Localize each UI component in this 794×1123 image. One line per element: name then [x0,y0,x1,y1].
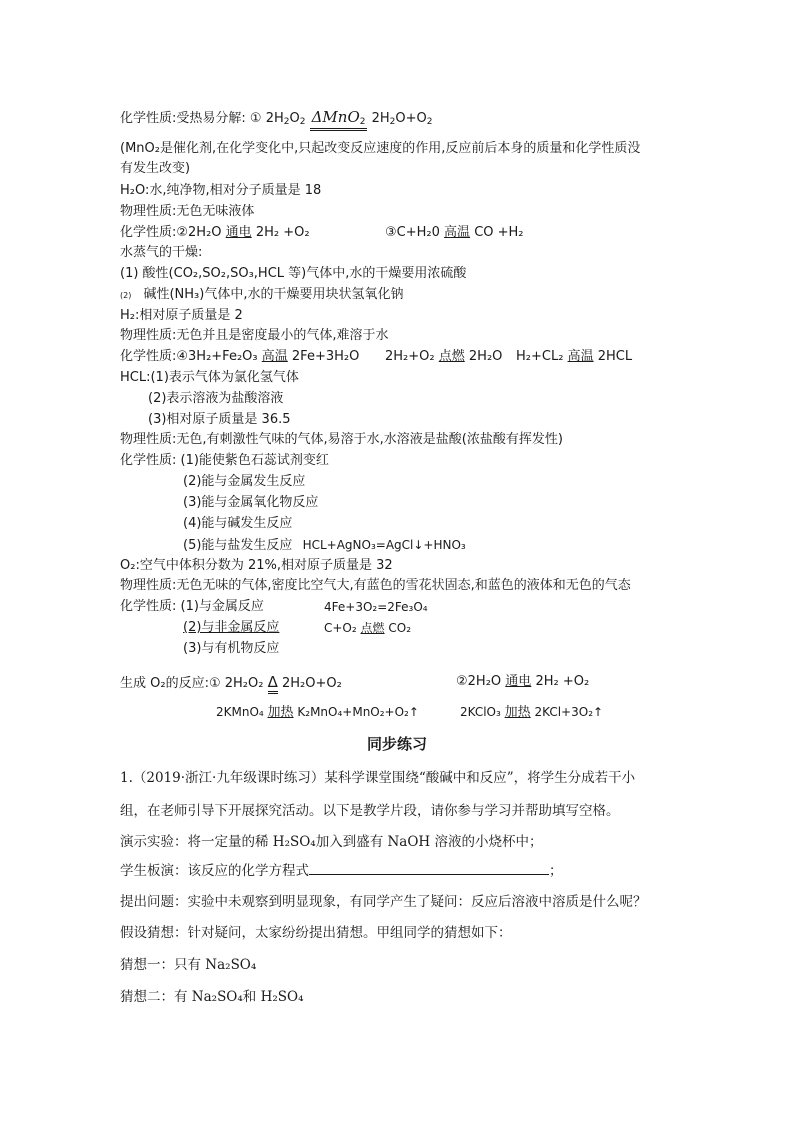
kmno4-products: K₂MnO₄+MnO₂+O₂↑ [297,705,419,719]
hcl-line2: (2)表示溶液为盐酸溶液 [148,391,284,406]
student-board-line [120,862,563,880]
kclo3-products: 2KCl+3O₂↑ [534,705,604,719]
oxygen-generation-line [120,673,342,693]
hydrogen-physical-line: 物理性质:无色并且是密度最小的气体,难溶于水 [120,328,389,343]
catalyst-note-line1: (MnO₂是催化剂,在化学变化中,只起改变反应速度的作用,反应前后本身的质量和化学性质没 [120,141,641,156]
hydrogen-chem-line [120,348,359,366]
hcl-chem2: (2)能与金属发生反应 [183,474,306,489]
water-molar-line: H₂O:水,纯净物,相对分子质量是 18 [120,183,322,198]
hcl-line3: (3)相对原子质量是 36.5 [148,412,291,427]
heat-delta-condition: Δ [268,673,278,694]
high-temp-condition: 高温 [444,225,471,240]
hcl-chem4: (4)能与碱发生反应 [183,516,293,531]
gen2-products: 2H₂ +O₂ [535,674,590,689]
oxygen-line1: O₂:空气中体积分数为 21%,相对原子质量是 32 [120,558,393,573]
guess-two: 猜想二：有 Na₂SO₄和 H₂SO₄ [120,989,304,1005]
water-drying-base [120,286,403,305]
circle-number: ① [249,111,262,126]
hypothesis-line: 假设猜想：针对疑问，太家纷纷提出猜想。甲组同学的猜想如下： [120,925,512,941]
hcl-chem5 [183,536,466,555]
equation-answer-blank[interactable] [309,862,549,875]
water-drying-acid: (1) 酸性(CO₂,SO₂,SO₃,HCL 等)气体中,水的干燥要用浓硫酸 [120,266,467,281]
water-drying-title: 水蒸气的干燥: [120,245,203,260]
ignite-condition: 点燃 [360,621,385,635]
hydrogen-mass-line: H₂:相对原子质量是 2 [120,308,243,323]
oxygen-carbon-equation [324,619,411,637]
water-gas-products: CO +H₂ [474,225,524,240]
water-chem-products: 2H₂ +O₂ [255,225,310,240]
oxygen-chem2-label: (2)与非金属反应 [183,620,280,635]
hcl-line1: HCL:(1)表示气体为氯化氢气体 [120,370,299,385]
question1-line1: 1.（2019·浙江·九年级课时练习）某科学课堂围绕“酸碱中和反应”，将学生分成若干小 [120,770,636,786]
hydrogen-combustion-reactant: 2H₂+O₂ [385,349,435,364]
oxygen-chem3: (3)与有机物反应 [183,641,280,656]
electrolysis-condition: 通电 [225,225,252,240]
hcl-chem5-label: (5)能与盐发生反应 [183,538,293,553]
hcl-chem3: (3)能与金属氧化物反应 [183,495,319,510]
high-temp-condition: 高温 [261,349,288,364]
carbon-product: CO₂ [388,621,412,635]
kclo3-reactant: 2KClO₃ [460,705,501,719]
demo-experiment: 演示实验：将一定量的稀 H₂SO₄加入到盛有 NaOH 溶液的小烧杯中； [120,834,543,850]
h2o2-reactant: $2H_2O_2$ [265,111,306,127]
h2o2-decomposition-line [120,108,433,131]
list-number: (2) [120,291,132,300]
h2o2-products: $2H_2O+O_2$ [371,111,433,127]
mno2-condition: ΔMnO$_2$ [310,108,368,131]
hydrogen-chlorine-reactant: H₂+CL₂ [516,349,564,364]
heating-condition: 加热 [267,705,294,720]
guess-one: 猜想一：只有 Na₂SO₄ [120,957,257,973]
gen2-reactant: ②2H₂O [456,674,502,689]
gen1-reactant: 2H₂O₂ [224,676,264,691]
oxygen-iron-equation: 4Fe+3O₂=2Fe₃O₄ [324,600,428,614]
hydrogen-combustion-products: 2H₂O [468,349,503,364]
hydrogen-reaction1-products: 2Fe+3H₂O [291,349,360,364]
oxygen-physical: 物理性质:无色无味的气体,密度比空气大,有蓝色的雪花状固态,和蓝色的液体和无色的气态 [120,578,631,593]
oxygen-chem2 [183,619,279,637]
question1-line2: 组，在老师引导下开展探究活动。以下是教学片段，请你参与学习并帮助填写空格。 [120,803,620,819]
water-gas-reactant: ③C+H₂0 [385,225,440,240]
generation-label: 生成 O₂的反应:① [120,676,221,691]
kmno4-equation [216,703,419,722]
hydrogen-chlorine-products: 2HCL [597,349,633,364]
ignite-condition: 点燃 [438,349,465,364]
oxygen-chem1: 化学性质: (1)与金属反应 [120,599,264,614]
water-gas-line [385,224,524,242]
hydrogen-reaction1-reactant: 化学性质:④3H₂+Fe₂O₃ [120,349,258,364]
chem-label: 化学性质:受热易分解: [120,111,246,126]
section-title: 同步练习 [366,735,427,753]
student-board-label: 学生板演：该反应的化学方程式 [120,863,309,879]
oxygen-generation-electrolysis [456,673,589,691]
hcl-silver-nitrate-equation: HCL+AgNO₃=AgCl↓+HNO₃ [302,538,466,552]
hcl-physical: 物理性质:无色,有刺激性气味的气体,易溶于水,水溶液是盐酸(浓盐酸有挥发性) [120,432,563,447]
hydrogen-combustion [385,348,502,366]
high-temp-condition: 高温 [567,349,594,364]
carbon-reactant: C+O₂ [324,621,357,635]
water-chem-line [120,224,310,242]
water-physical-line: 物理性质:无色无味液体 [120,204,255,219]
question-raise: 提出问题：实验中未观察到明显现象，有同学产生了疑问：反应后溶液中溶质是什么呢？ [120,894,647,910]
hydrogen-chlorine [516,348,632,366]
gen1-products: 2H₂O+O₂ [282,676,342,691]
electrolysis-condition: 通电 [505,674,532,689]
kmno4-reactant: 2KMnO₄ [216,705,264,719]
board-end-punct: ； [549,863,563,879]
hcl-chem1: 化学性质: (1)能使紫色石蕊试剂变红 [120,453,329,468]
water-drying-base-text: 碱性(NH₃)气体中,水的干燥要用块状氢氧化钠 [143,287,404,302]
water-chem-reactant: 化学性质:②2H₂O [120,225,222,240]
heating-condition: 加热 [504,705,531,720]
kclo3-equation [460,703,603,722]
catalyst-note-line2: 有发生改变) [120,161,191,176]
